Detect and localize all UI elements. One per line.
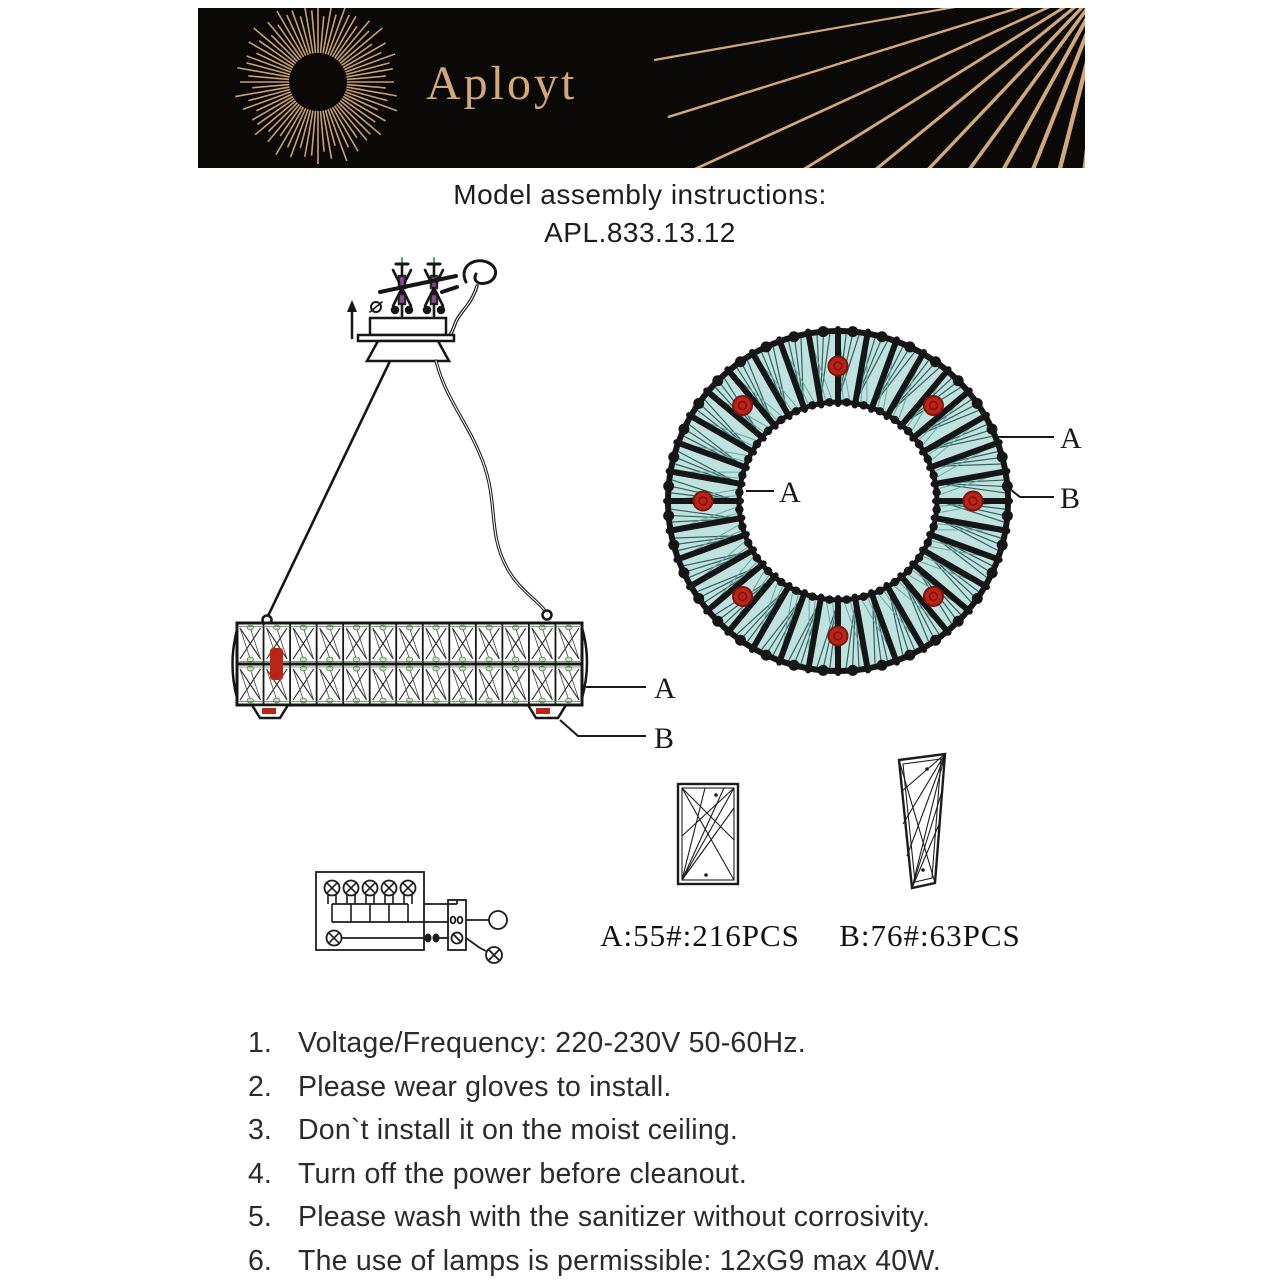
- item-number: 5.: [248, 1201, 272, 1234]
- instruction-item: [248, 1066, 1078, 1110]
- part-b-caption: B:76#:63PCS: [839, 918, 1021, 953]
- item-text: Please wear gloves to install.: [298, 1070, 672, 1103]
- top-view-diagram: [650, 320, 1090, 700]
- item-text: Turn off the power before cleanout.: [298, 1157, 748, 1190]
- item-number: 3.: [248, 1114, 272, 1147]
- ring-label-a: A: [1060, 422, 1082, 455]
- title-block: [0, 176, 1280, 252]
- model-number: APL.833.13.12: [544, 217, 736, 248]
- item-text: Please wash with the sanitizer without corrosivity.: [298, 1201, 931, 1234]
- red-lamp-marker: [270, 648, 283, 680]
- page-title: Model assembly instructions:: [453, 179, 827, 210]
- part-a-caption: A:55#:216PCS: [600, 918, 800, 953]
- item-number: 4.: [248, 1157, 272, 1190]
- item-text: Don`t install it on the moist ceiling.: [298, 1114, 739, 1147]
- side-label-a: A: [654, 672, 676, 705]
- instruction-item: [248, 1022, 1078, 1066]
- ring-label-b: B: [1060, 482, 1081, 515]
- instruction-item: [248, 1153, 1078, 1197]
- ring-label-a-inner: A: [779, 476, 801, 509]
- instruction-item: [248, 1240, 1078, 1280]
- item-text: Voltage/Frequency: 220-230V 50-60Hz.: [298, 1027, 806, 1060]
- brand-banner: [198, 8, 1085, 168]
- brand-name: Aployt: [426, 57, 578, 110]
- side-label-b: B: [654, 722, 675, 755]
- item-text: The use of lamps is permissible: 12xG9 max 40W.: [298, 1244, 941, 1277]
- wiring-diagram: [308, 856, 523, 971]
- instructions-list: [248, 1022, 1078, 1280]
- item-number: 6.: [248, 1244, 272, 1277]
- item-number: 1.: [248, 1027, 272, 1060]
- crystal-b-drawing: [886, 750, 960, 898]
- side-view-diagram: [230, 250, 700, 760]
- corner-rays-icon: [198, 8, 1085, 168]
- instruction-item: [248, 1109, 1078, 1153]
- crystal-a-drawing: [672, 778, 744, 893]
- item-number: 2.: [248, 1070, 272, 1103]
- instruction-item: [248, 1196, 1078, 1240]
